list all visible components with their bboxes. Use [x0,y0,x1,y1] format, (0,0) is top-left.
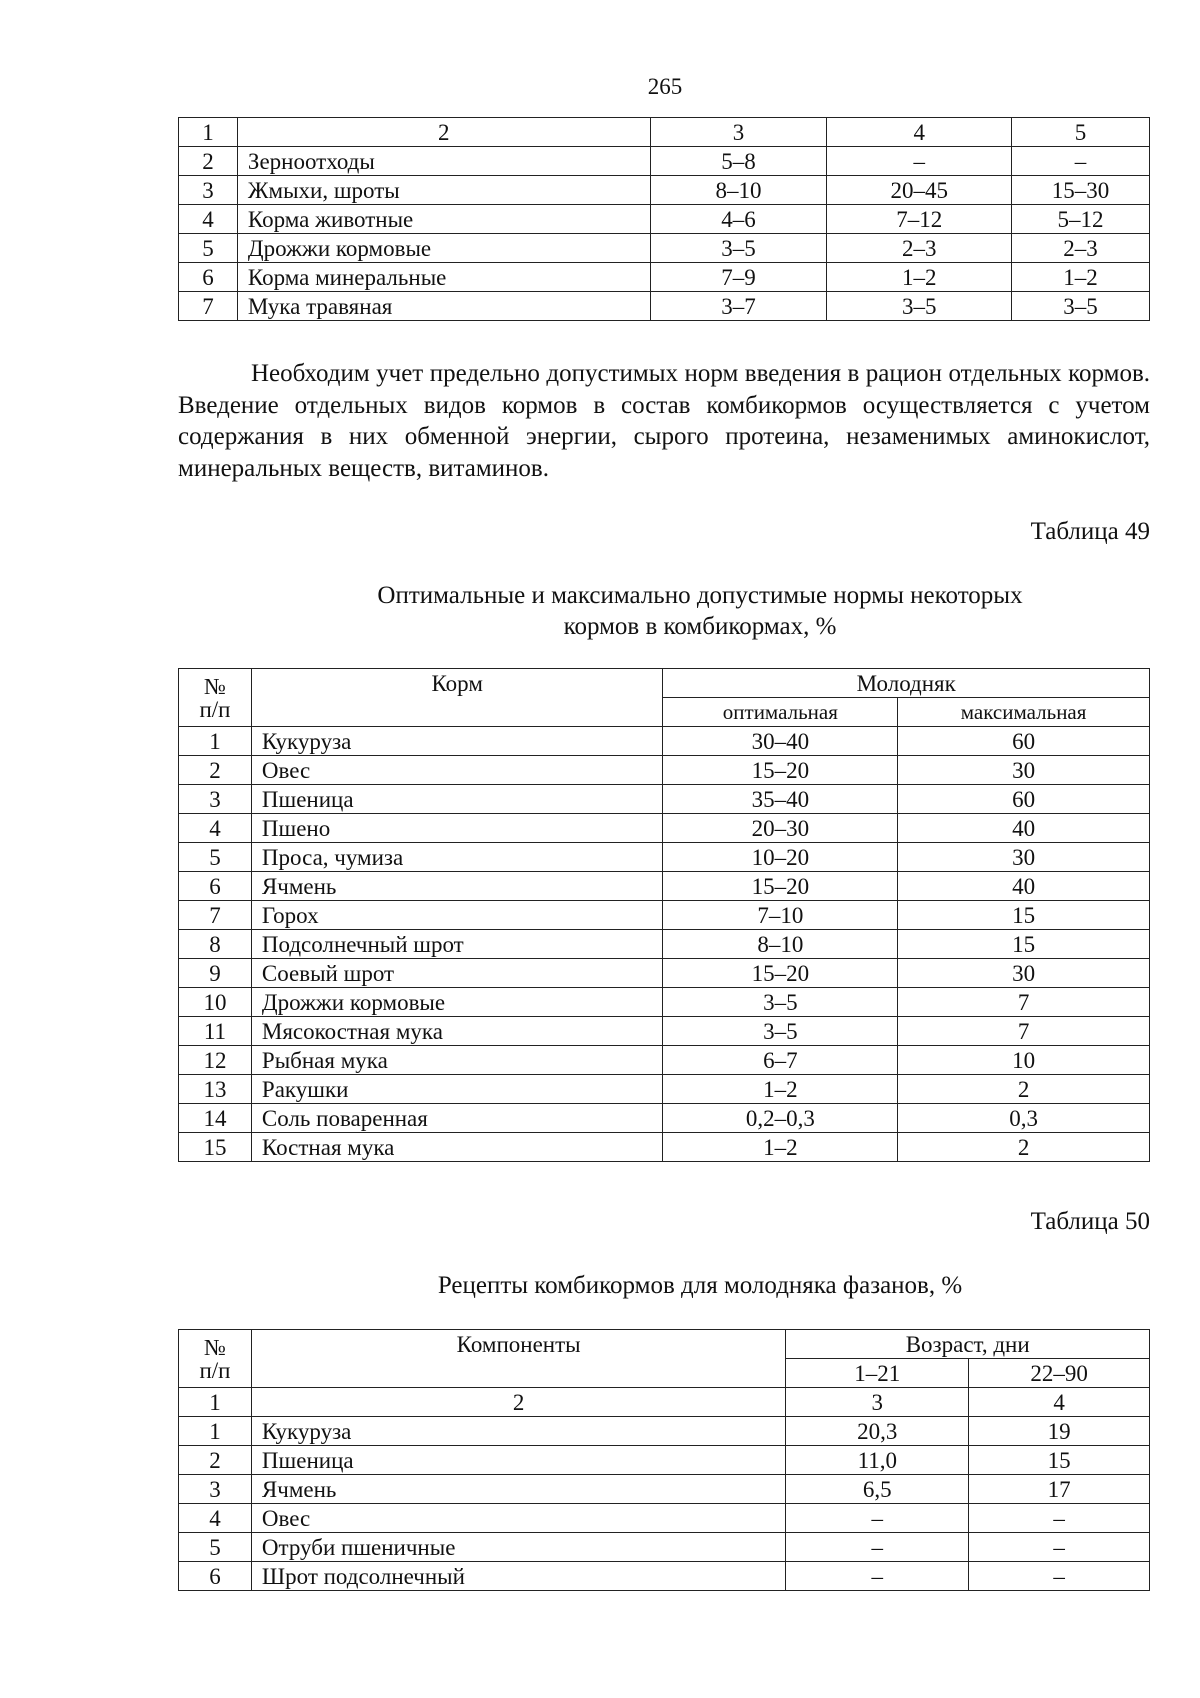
table-cell: 2 [179,756,252,785]
table-cell: 35–40 [663,785,898,814]
table-row [179,1075,1150,1104]
table-cell: 4–6 [650,205,827,234]
table-cell: Овес [251,756,663,785]
table-cell: 40 [898,872,1150,901]
table-cell: Шрот подсолнечный [251,1562,785,1591]
table-cell: 1 [179,1417,252,1446]
col-age-header: Возраст, дни [786,1330,1150,1359]
table-row [179,1533,1150,1562]
table49-title-line1: Оптимальные и максимально допустимые нормы некоторых [377,582,1023,609]
table-cell: 4 [179,1504,252,1533]
table-cell: 40 [898,814,1150,843]
table-cell: 7–9 [650,263,827,292]
table49-title [300,580,1100,642]
col-num-header [179,1330,252,1388]
table-cell: Ячмень [251,1475,785,1504]
table-cell: 3 [179,785,252,814]
header-cell: 2 [237,118,650,147]
table-cell: 10–20 [663,843,898,872]
table-continued [178,117,1150,321]
table-cell: 5–12 [1012,205,1150,234]
table-cell: – [786,1562,969,1591]
table49-header-row1 [179,669,1150,698]
table-cell: 14 [179,1104,252,1133]
table-cell: 3–5 [827,292,1012,321]
table-cell: 3–5 [650,234,827,263]
table-cell: 8 [179,930,252,959]
table-cell: Корма животные [237,205,650,234]
table-cell: 3–5 [1012,292,1150,321]
table-cell: Зерноотходы [237,147,650,176]
table-cell: 20–45 [827,176,1012,205]
table50-label: Таблица 50 [1030,1208,1150,1235]
table-cell: 1–2 [663,1075,898,1104]
table-header-row [179,118,1150,147]
header-cell: 5 [1012,118,1150,147]
table50-title: Рецепты комбикормов для молодняка фазанов, % [437,1272,963,1299]
table-cell: 6,5 [786,1475,969,1504]
table-cell: 10 [898,1046,1150,1075]
table-cell: Рыбная мука [251,1046,663,1075]
table49-label: Таблица 49 [1030,518,1150,545]
table-cell: Жмыхи, шроты [237,176,650,205]
table50-index-row [179,1388,1150,1417]
table-50 [178,1329,1150,1591]
table-cell: Горох [251,901,663,930]
table-row [179,1504,1150,1533]
table-cell: 20,3 [786,1417,969,1446]
table-cell: Соль поваренная [251,1104,663,1133]
table-cell: 12 [179,1046,252,1075]
table-cell: 7–10 [663,901,898,930]
table-row [179,263,1150,292]
table-row [179,176,1150,205]
col-age-a-header: 1–21 [786,1359,969,1388]
col-num-line2: п/п [199,1357,231,1383]
table-cell: 15–30 [1012,176,1150,205]
table-cell: 5–8 [650,147,827,176]
table-cell: 2 [179,147,238,176]
table-cell: 6 [179,872,252,901]
table-cell: Ракушки [251,1075,663,1104]
table-row [179,756,1150,785]
table-cell: 7 [898,1017,1150,1046]
table-cell: 30 [898,843,1150,872]
col-max-header: максимальная [898,698,1150,727]
table-cell: 9 [179,959,252,988]
table-cell: 3–5 [663,988,898,1017]
table-cell: 4 [179,814,252,843]
table-cell: 7 [179,901,252,930]
table-cell: Мясокостная мука [251,1017,663,1046]
table-cell: 3–5 [663,1017,898,1046]
table-cell: Пшено [251,814,663,843]
index-cell: 2 [251,1388,785,1417]
table-cell: – [969,1562,1150,1591]
table-cell: 10 [179,988,252,1017]
table-cell: – [1012,147,1150,176]
table-cell: 4 [179,205,238,234]
col-num-line2: п/п [199,696,231,722]
index-cell: 3 [786,1388,969,1417]
table-cell: 1–2 [663,1133,898,1162]
table-row [179,814,1150,843]
table-row [179,234,1150,263]
table-cell: 5 [179,1533,252,1562]
table-cell: 15 [179,1133,252,1162]
table-cell: 5 [179,234,238,263]
table-cell: 8–10 [663,930,898,959]
table-cell: 17 [969,1475,1150,1504]
table-cell: 19 [969,1417,1150,1446]
table-cell: 7 [179,292,238,321]
table-cell: 5 [179,843,252,872]
page-number: 265 [647,74,683,99]
table-cell: Проса, чумиза [251,843,663,872]
table-49 [178,668,1150,1162]
col-num-line1: № [203,1334,226,1360]
header-cell: 3 [650,118,827,147]
table-cell: 2 [898,1133,1150,1162]
table-cell: 30 [898,959,1150,988]
col-feed-header: Корм [251,669,663,727]
table-row [179,1562,1150,1591]
table-cell: Овес [251,1504,785,1533]
table-cell: 2–3 [827,234,1012,263]
table-cell: 3 [179,176,238,205]
table-cell: 3 [179,1475,252,1504]
col-age-b-header: 22–90 [969,1359,1150,1388]
table-row [179,1104,1150,1133]
table-cell: 6 [179,263,238,292]
table-row [179,1017,1150,1046]
table-cell: Пшеница [251,785,663,814]
table-row [179,292,1150,321]
table-row [179,930,1150,959]
col-group-header: Молодняк [663,669,1150,698]
table-row [179,988,1150,1017]
index-cell: 1 [179,1388,252,1417]
table-cell: – [786,1504,969,1533]
table-row [179,727,1150,756]
body-paragraph: Необходим учет предельно допустимых норм введения в рацион отдельных кормов. Введение отдельных видов кормов в состав комбикормов осуществляется с учетом содержания в них обменной энергии, сырого протеина, незаменимых аминокислот, минеральных веществ, витаминов. [178,360,1150,482]
table-cell: Подсолнечный шрот [251,930,663,959]
table-cell: 2 [898,1075,1150,1104]
table-cell: Ячмень [251,872,663,901]
table-row [179,1133,1150,1162]
col-num-line1: № [203,673,226,699]
table50-header-row1 [179,1330,1150,1359]
table49-title-line2: кормов в комбикормах, % [563,613,837,640]
table-row [179,1046,1150,1075]
table-cell: Кукуруза [251,727,663,756]
table-cell: 15–20 [663,756,898,785]
table-cell: Дрожжи кормовые [237,234,650,263]
table-row [179,872,1150,901]
table-cell: Мука травяная [237,292,650,321]
table-cell: Соевый шрот [251,959,663,988]
col-components-header: Компоненты [251,1330,785,1388]
table-cell: 30 [898,756,1150,785]
table-cell: 15 [898,901,1150,930]
table-cell: 3–7 [650,292,827,321]
table-row [179,147,1150,176]
table-cell: 1–2 [827,263,1012,292]
table-row [179,1417,1150,1446]
table-cell: 7–12 [827,205,1012,234]
table-row [179,1446,1150,1475]
table-cell: Дрожжи кормовые [251,988,663,1017]
table-row [179,1475,1150,1504]
col-opt-header: оптимальная [663,698,898,727]
table-cell: Пшеница [251,1446,785,1475]
table-row [179,843,1150,872]
table-cell: 2 [179,1446,252,1475]
table-cell: 0,3 [898,1104,1150,1133]
table-cell: 8–10 [650,176,827,205]
table-cell: 6–7 [663,1046,898,1075]
table-cell: 60 [898,785,1150,814]
table-cell: 7 [898,988,1150,1017]
table-cell: Отруби пшеничные [251,1533,785,1562]
table-row [179,901,1150,930]
table-cell: Корма минеральные [237,263,650,292]
index-cell: 4 [969,1388,1150,1417]
header-cell: 4 [827,118,1012,147]
table-cell: 15 [898,930,1150,959]
table-cell: 13 [179,1075,252,1104]
table-cell: Кукуруза [251,1417,785,1446]
table-cell: – [969,1504,1150,1533]
table-cell: 6 [179,1562,252,1591]
table-cell: 15–20 [663,959,898,988]
table-cell: Костная мука [251,1133,663,1162]
col-num-header [179,669,252,727]
table-cell: 1 [179,727,252,756]
table-cell: – [827,147,1012,176]
table-row [179,785,1150,814]
table-cell: 60 [898,727,1150,756]
table-cell: 20–30 [663,814,898,843]
table-cell: 30–40 [663,727,898,756]
table-cell: 1–2 [1012,263,1150,292]
table-cell: – [969,1533,1150,1562]
header-cell: 1 [179,118,238,147]
table-row [179,959,1150,988]
table-cell: 11,0 [786,1446,969,1475]
table-cell: 11 [179,1017,252,1046]
table-cell: 15 [969,1446,1150,1475]
table-row [179,205,1150,234]
table-cell: 15–20 [663,872,898,901]
table-cell: 0,2–0,3 [663,1104,898,1133]
table-cell: – [786,1533,969,1562]
table-cell: 2–3 [1012,234,1150,263]
